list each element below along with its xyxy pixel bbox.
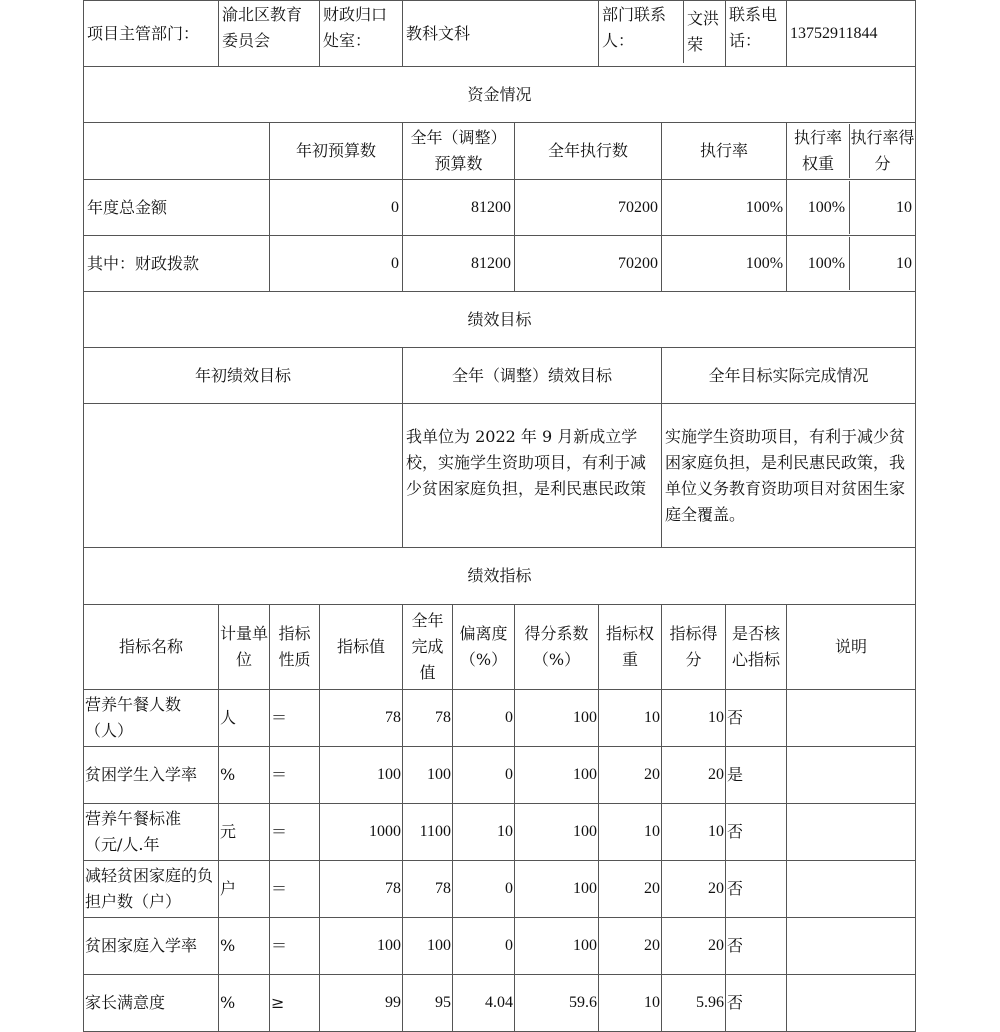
ind-name: 营养午餐标准（元/人.年	[84, 804, 219, 861]
funds-weight-score-cell	[787, 123, 916, 180]
ind-nature: ＝	[270, 918, 320, 975]
indicators-title-row	[84, 548, 916, 605]
funds-row-adjusted: 81200	[403, 236, 515, 292]
ind-col-value: 指标值	[320, 605, 403, 690]
performance-table	[83, 0, 916, 1032]
phone-label: 联系电话：	[726, 1, 787, 67]
finance-value: 教科文科	[403, 1, 599, 67]
ind-name: 家长满意度	[84, 975, 219, 1032]
goals-col-initial: 年初绩效目标	[84, 348, 403, 404]
ind-weight: 20	[599, 918, 662, 975]
indicator-row	[84, 690, 916, 747]
ind-value: 78	[320, 861, 403, 918]
ind-coefficient: 100	[515, 747, 599, 804]
ind-score: 20	[662, 747, 726, 804]
funds-row-label: 其中：财政拨款	[84, 236, 270, 292]
funds-col-adjusted: 全年（调整）预算数	[403, 123, 515, 180]
ind-deviation: 10	[453, 804, 515, 861]
funds-col-score: 执行率得分	[850, 128, 915, 173]
ind-coefficient: 100	[515, 804, 599, 861]
ind-note	[787, 690, 916, 747]
ind-unit: %	[219, 918, 270, 975]
contact-value: 文洪荣	[687, 9, 720, 54]
ind-weight: 20	[599, 747, 662, 804]
ind-nature: ＝	[270, 861, 320, 918]
ind-value: 100	[320, 747, 403, 804]
funds-row-weight-score	[787, 236, 916, 292]
goals-title-row	[84, 292, 916, 348]
funds-row-initial: 0	[270, 180, 403, 236]
ind-col-core: 是否核心指标	[726, 605, 787, 690]
dept-value: 渝北区教育委员会	[219, 1, 320, 67]
phone-value: 13752911844	[787, 1, 916, 67]
ind-completed: 95	[403, 975, 453, 1032]
ind-core: 否	[726, 861, 787, 918]
funds-row-weight: 100%	[787, 237, 850, 290]
ind-completed: 78	[403, 861, 453, 918]
funds-row-label: 年度总金额	[84, 180, 270, 236]
ind-completed: 78	[403, 690, 453, 747]
ind-col-deviation: 偏离度（%）	[453, 605, 515, 690]
ind-weight: 20	[599, 861, 662, 918]
ind-coefficient: 100	[515, 918, 599, 975]
goals-initial-text	[84, 404, 403, 548]
ind-note	[787, 861, 916, 918]
ind-unit: %	[219, 975, 270, 1032]
ind-note	[787, 918, 916, 975]
ind-note	[787, 747, 916, 804]
ind-nature: ＝	[270, 690, 320, 747]
ind-deviation: 0	[453, 690, 515, 747]
ind-core: 是	[726, 747, 787, 804]
ind-core: 否	[726, 918, 787, 975]
funds-row-executed: 70200	[515, 180, 662, 236]
ind-coefficient: 100	[515, 690, 599, 747]
ind-coefficient: 100	[515, 861, 599, 918]
funds-row	[84, 236, 916, 292]
funds-row-weight-score	[787, 180, 916, 236]
ind-score: 20	[662, 861, 726, 918]
ind-completed: 1100	[403, 804, 453, 861]
goals-col-adjusted: 全年（调整）绩效目标	[403, 348, 662, 404]
ind-note	[787, 975, 916, 1032]
ind-value: 99	[320, 975, 403, 1032]
ind-score: 10	[662, 804, 726, 861]
funds-row-rate: 100%	[662, 236, 787, 292]
funds-row	[84, 180, 916, 236]
ind-completed: 100	[403, 918, 453, 975]
goals-content-row	[84, 404, 916, 548]
contact-cell	[599, 1, 726, 67]
ind-col-weight: 指标权重	[599, 605, 662, 690]
funds-section-title: 资金情况	[84, 67, 916, 123]
ind-nature: ＝	[270, 804, 320, 861]
ind-name: 营养午餐人数（人）	[84, 690, 219, 747]
ind-unit: 元	[219, 804, 270, 861]
dept-label: 项目主管部门：	[84, 1, 219, 67]
ind-value: 1000	[320, 804, 403, 861]
ind-note	[787, 804, 916, 861]
funds-col-executed: 全年执行数	[515, 123, 662, 180]
funds-row-weight: 100%	[787, 181, 850, 234]
ind-weight: 10	[599, 804, 662, 861]
funds-col-initial: 年初预算数	[270, 123, 403, 180]
ind-col-note: 说明	[787, 605, 916, 690]
indicators-section-title: 绩效指标	[84, 548, 916, 605]
ind-deviation: 4.04	[453, 975, 515, 1032]
ind-coefficient: 59.6	[515, 975, 599, 1032]
ind-col-coefficient: 得分系数（%）	[515, 605, 599, 690]
indicators-header-row	[84, 605, 916, 690]
ind-name: 贫困学生入学率	[84, 747, 219, 804]
ind-score: 10	[662, 690, 726, 747]
ind-nature: ≥	[270, 975, 320, 1032]
ind-unit: %	[219, 747, 270, 804]
funds-corner	[84, 123, 270, 180]
funds-row-score: 10	[896, 198, 913, 216]
funds-row-rate: 100%	[662, 180, 787, 236]
ind-col-completed: 全年完成值	[403, 605, 453, 690]
header-row	[84, 1, 916, 67]
ind-unit: 人	[219, 690, 270, 747]
ind-deviation: 0	[453, 918, 515, 975]
ind-unit: 户	[219, 861, 270, 918]
ind-completed: 100	[403, 747, 453, 804]
funds-col-weight: 执行率权重	[787, 124, 850, 178]
ind-name: 贫困家庭入学率	[84, 918, 219, 975]
ind-core: 否	[726, 804, 787, 861]
ind-value: 100	[320, 918, 403, 975]
ind-weight: 10	[599, 975, 662, 1032]
funds-row-executed: 70200	[515, 236, 662, 292]
ind-score: 5.96	[662, 975, 726, 1032]
funds-header-row	[84, 123, 916, 180]
ind-nature: ＝	[270, 747, 320, 804]
ind-name: 减轻贫困家庭的负担户数（户）	[84, 861, 219, 918]
ind-col-nature: 指标性质	[270, 605, 320, 690]
funds-row-score: 10	[896, 254, 913, 272]
ind-col-name: 指标名称	[84, 605, 219, 690]
goals-adjusted-text: 我单位为 2022 年 9 月新成立学校，实施学生资助项目，有利于减少贫困家庭负担，是利民惠民政策	[403, 404, 662, 548]
indicator-row	[84, 918, 916, 975]
ind-weight: 10	[599, 690, 662, 747]
ind-col-score: 指标得分	[662, 605, 726, 690]
goals-col-actual: 全年目标实际完成情况	[662, 348, 916, 404]
ind-deviation: 0	[453, 747, 515, 804]
funds-row-adjusted: 81200	[403, 180, 515, 236]
goals-actual-text: 实施学生资助项目，有利于减少贫困家庭负担，是利民惠民政策，我单位义务教育资助项目对贫困生家庭全覆盖。	[662, 404, 916, 548]
funds-col-rate: 执行率	[662, 123, 787, 180]
ind-value: 78	[320, 690, 403, 747]
ind-score: 20	[662, 918, 726, 975]
indicator-row	[84, 975, 916, 1032]
funds-row-initial: 0	[270, 236, 403, 292]
indicator-row	[84, 804, 916, 861]
indicator-row	[84, 747, 916, 804]
ind-core: 否	[726, 975, 787, 1032]
ind-deviation: 0	[453, 861, 515, 918]
goals-section-title: 绩效目标	[84, 292, 916, 348]
indicator-row	[84, 861, 916, 918]
funds-title-row	[84, 67, 916, 123]
ind-col-unit: 计量单位	[219, 605, 270, 690]
contact-label: 部门联系人：	[599, 1, 684, 63]
ind-core: 否	[726, 690, 787, 747]
finance-label: 财政归口处室：	[320, 1, 403, 67]
goals-header-row	[84, 348, 916, 404]
